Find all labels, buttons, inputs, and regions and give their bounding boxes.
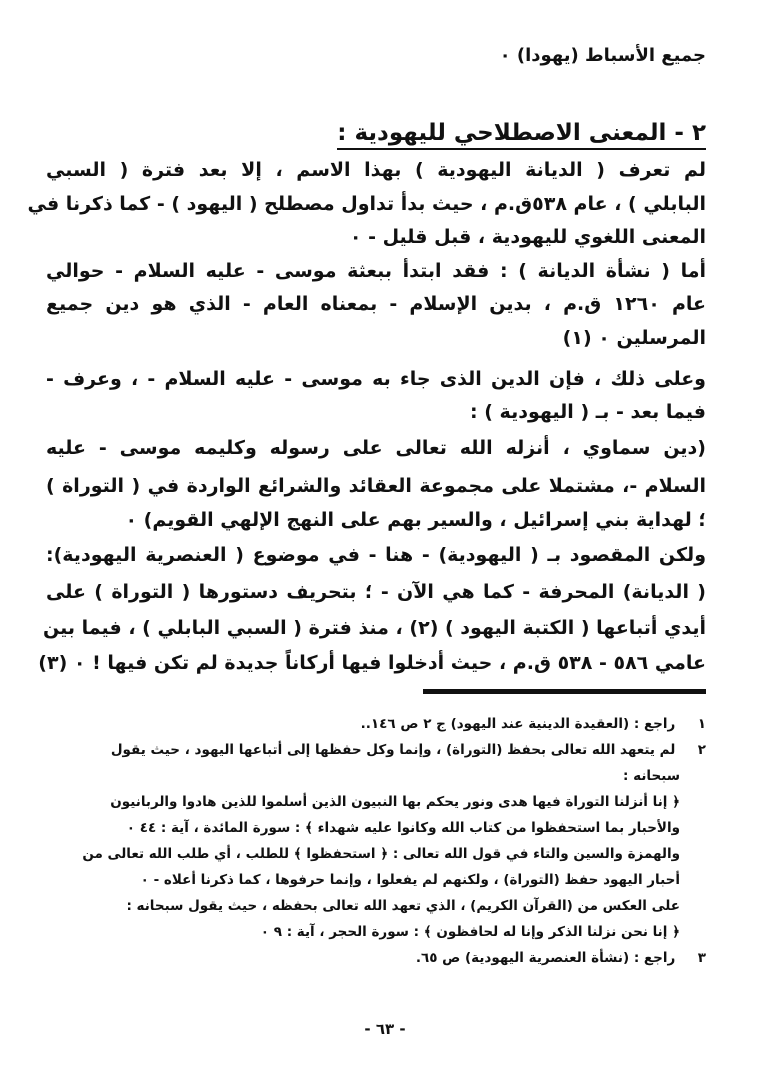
body-line: ( الديانة) المحرفة - كما هي الآن - ؛ بتحريف دستورها ( التوراة ) على: [46, 581, 706, 603]
footnote-text: والهمزة والسين والتاء في قول الله تعالى : ﴿ استحفظوا ﴾ للطلب ، أي طلب الله تعالى من: [82, 846, 680, 862]
body-line: عام ١٢٦٠ ق.م ، بدين الإسلام - بمعناه العام - الذي هو دين جميع: [46, 293, 706, 315]
section-heading-text: ٢ - المعنى الاصطلاحي لليهودية :: [337, 120, 706, 150]
body-line: وعلى ذلك ، فإن الدين الذى جاء به موسى - عليه السلام - ، وعرف -: [46, 368, 706, 390]
footnote-text: راجع : (العقيدة الدينية عند اليهود) ج ٢ ص ١٤٦..: [360, 716, 676, 732]
body-line: أما ( نشأة الديانة ) : فقد ابتدأ ببعثة موسى - عليه السلام - حوالي: [46, 260, 706, 282]
footnote-text: لم يتعهد الله تعالى بحفظ (التوراة) ، وإنما وكل حفظها إلى أتباعها اليهود ، حيث يقول: [110, 742, 676, 758]
body-line: السلام -، مشتملا على مجموعة العقائد والشرائع الواردة في ( التوراة ): [46, 475, 706, 497]
footnote-number: ٣: [697, 950, 706, 966]
footnote-number: ١: [697, 716, 706, 732]
body-line: لم تعرف ( الديانة اليهودية ) بهذا الاسم ، إلا بعد فترة ( السبي: [46, 159, 706, 181]
body-line: ؛ لهداية بني إسرائيل ، والسير بهم على النهج الإلهي القويم) ٠: [125, 509, 706, 531]
body-line: (دين سماوي ، أنزله الله تعالى على رسوله وكليمه موسى - عليه: [46, 437, 706, 459]
footnote: [46, 711, 706, 737]
footnote-number: ٢: [697, 742, 706, 758]
body-line: البابلي ) ، عام ٥٣٨ق.م ، حيث بدأ تداول مصطلح ( اليهود ) - كما ذكرنا في: [27, 193, 706, 215]
footnote-text: راجع : (نشأة العنصرية اليهودية) ص ٦٥.: [415, 950, 676, 966]
footnote-text: أحبار اليهود حفظ (التوراة) ، ولكنهم لم يفعلوا ، وإنما حرفوها ، كما ذكرنا أعلاه - ٠: [140, 872, 680, 888]
footnote: [46, 945, 706, 971]
body-line: فيما بعد - بـ ( اليهودية ) :: [470, 401, 706, 423]
footnote-separator: [423, 689, 706, 694]
footnote-text: سبحانه :: [623, 768, 680, 784]
body-line: أيدي أتباعها ( الكتبة اليهود ) (٢) ، منذ فترة ( السبي البابلي ) ، فيما بين: [43, 617, 706, 639]
page-number: - ٦٣ -: [364, 1020, 406, 1038]
footnote: [46, 737, 706, 763]
body-line: المعنى اللغوي لليهودية ، قبل قليل - ٠: [349, 226, 706, 248]
section-heading: [46, 117, 706, 149]
body-line: عامي ٥٨٦ - ٥٣٨ ق.م ، حيث أدخلوا فيها أركاناً جديدة لم تكن فيها ! ٠ (٣): [38, 652, 706, 674]
footnote-text: والأحبار بما استحفظوا من كتاب الله وكانوا عليه شهداء ﴾ : سورة المائدة ، آية : ٤٤ ٠: [126, 820, 680, 836]
top-line: جميع الأسباط (يهودا) ٠: [499, 45, 706, 66]
footnote-text: ﴿ إنا نحن نزلنا الذكر وإنا له لحافظون ﴾ : سورة الحجر ، آية : ٩ ٠: [260, 924, 680, 940]
footnote-text: على العكس من (القرآن الكريم) ، الذي تعهد الله تعالى بحفظه ، حيث يقول سبحانه :: [126, 898, 680, 914]
body-line: المرسلين ٠ (١): [562, 327, 706, 349]
body-line: ولكن المقصود بـ ( اليهودية) - هنا - في موضوع ( العنصرية اليهودية):: [46, 544, 706, 566]
footnote-text: ﴿ إنا أنزلنا التوراة فيها هدى ونور يحكم بها النبيون الذين أسلموا للذين هادوا والربانيون: [110, 794, 680, 810]
